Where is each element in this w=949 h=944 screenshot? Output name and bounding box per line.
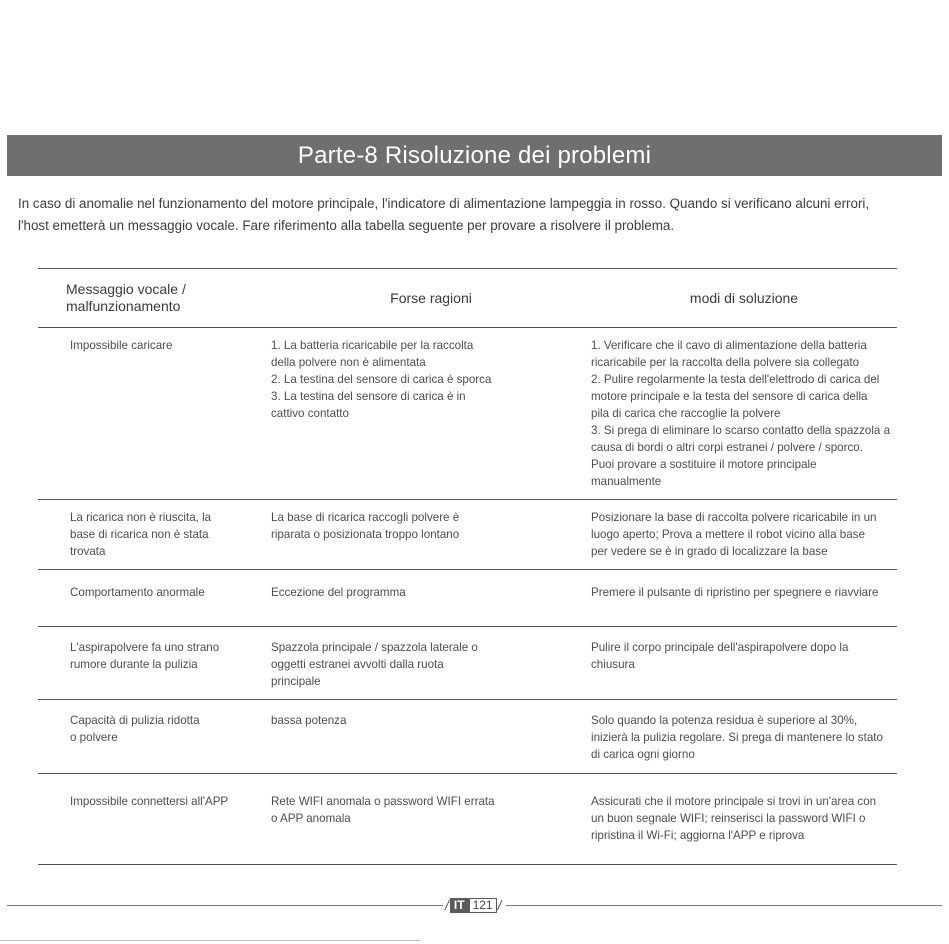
troubleshooting-table-wrap [38, 268, 897, 865]
slash-left-decoration: / [445, 897, 449, 913]
header-voice-message: Messaggio vocale / malfunzionamento [66, 281, 186, 314]
intro-line-2: l'host emetterà un messaggio vocale. Fare riferimento alla tabella seguente per provare a risolvere il problema. [18, 218, 675, 233]
cell-problem: Impossibile caricare [70, 339, 173, 352]
table-row [38, 774, 897, 865]
section-title-bar [7, 135, 942, 176]
cell-reason: Spazzola principale / spazzola laterale o oggetti estranei avvolti dalla ruota principale [271, 641, 478, 688]
footer-divider-left [7, 905, 443, 906]
cell-reason: Eccezione del programma [271, 586, 406, 599]
footer-divider-right [506, 905, 942, 906]
table-header-row [38, 269, 897, 328]
cell-solution: Premere il pulsante di ripristino per spegnere e riavviare [591, 586, 879, 599]
slash-right-decoration: / [497, 897, 502, 913]
language-code: IT [450, 898, 469, 913]
table-row [38, 627, 897, 700]
cell-solution: Assicurati che il motore principale si trovi in un'area con un buon segnale WIFI; reinserisci la password WIFI o ripristina il Wi-Fi; aggiorna l'APP e riprova [591, 795, 877, 842]
cell-reason: La base di ricarica raccogli polvere è riparata o posizionata troppo lontano [271, 511, 460, 541]
cell-problem: L'aspirapolvere fa uno strano rumore durante la pulizia [70, 641, 220, 671]
section-title: Parte-8 Risoluzione dei problemi [297, 141, 652, 169]
troubleshooting-table [38, 268, 897, 865]
cell-solution: Posizionare la base di raccolta polvere ricaricabile in un luogo aperto; Prova a mettere il robot vicino alla base per vedere se è in grado di localizzare la base [591, 511, 877, 558]
intro-line-1: In caso di anomalie nel funzionamento del motore principale, l'indicatore di alimentazione lampeggia in rosso. Quando si verificano alcuni errori, [18, 196, 870, 211]
header-possible-reasons: Forse ragioni [390, 289, 472, 306]
cell-reason: bassa potenza [271, 714, 347, 727]
page-number: 121 [469, 898, 497, 913]
cell-problem: La ricarica non è riuscita, la base di ricarica non è stata trovata [70, 511, 212, 558]
cell-problem: Capacità di pulizia ridotta o polvere [70, 714, 200, 744]
cell-solution: Solo quando la potenza residua è superiore al 30%, inizierà la pulizia regolare. Si prega di mantenere lo stato di carica ogni giorno [591, 714, 883, 761]
bottom-edge-line [0, 940, 420, 943]
table-row [38, 700, 897, 774]
cell-reason: Rete WIFI anomala o password WIFI errata o APP anomala [271, 795, 495, 825]
cell-solution: 1. Verificare che il cavo di alimentazione della batteria ricaricabile per la raccolta della polvere sia collegato 2. Pulire regolarmente la testa dell'elettrodo di carica del motore principale e la testa del sensore di carica della pila di carica che raccoglie la polvere 3. Si prega di eliminare lo scarso contatto della spazzola a causa di bordi o altri corpi estranei / polvere / sporco. Puoi provare a sostituire il motore principale manualmente [591, 339, 891, 488]
table-row [38, 570, 897, 627]
cell-problem: Comportamento anormale [70, 586, 205, 599]
cell-reason: 1. La batteria ricaricabile per la raccolta della polvere non è alimentata 2. La testina del sensore di carica è sporca 3. La testina del sensore di carica è in cattivo contatto [271, 339, 492, 420]
header-solutions: modi di soluzione [689, 289, 799, 306]
page-badge [444, 896, 502, 914]
table-row [38, 500, 897, 570]
table-row [38, 328, 897, 500]
intro-paragraph [18, 193, 938, 237]
cell-problem: Impossibile connettersi all'APP [70, 795, 229, 808]
cell-solution: Pulire il corpo principale dell'aspirapolvere dopo la chiusura [591, 641, 849, 671]
